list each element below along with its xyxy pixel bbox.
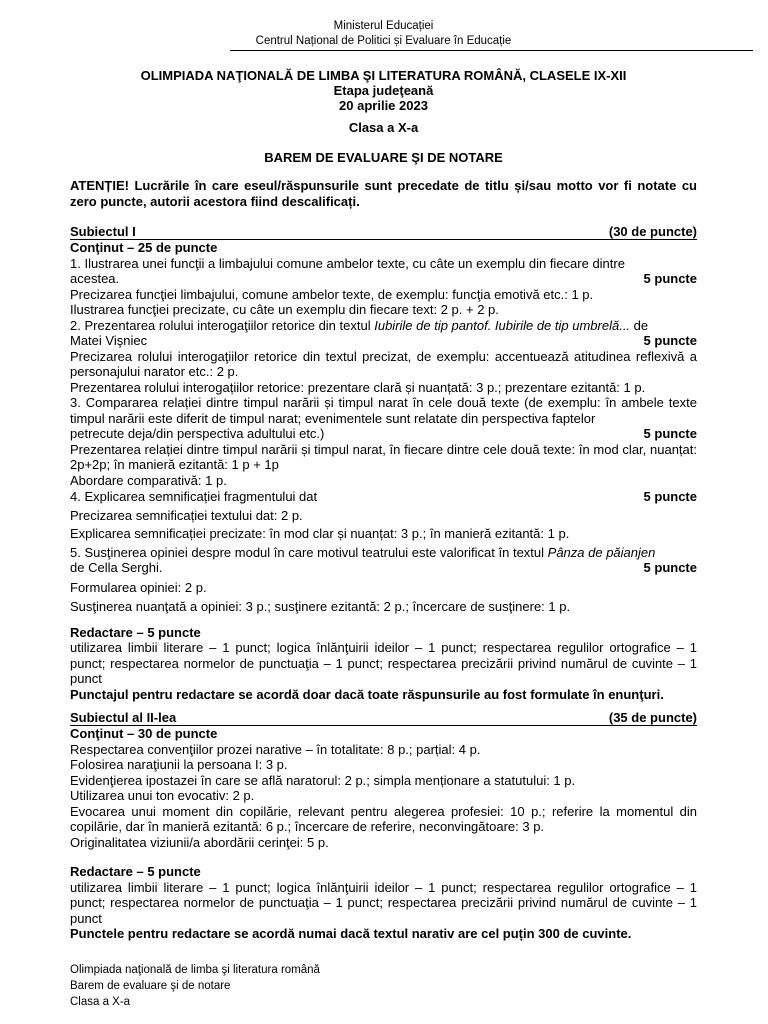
- item-1-criterion-2: Ilustrarea funcţiei precizate, cu câte un exemplu din fiecare text: 2 p. + 2 p.: [70, 302, 499, 317]
- subject-2-criterion-6: Originalitatea viziunii/a abordării cerinţei: 5 p.: [70, 834, 329, 850]
- subject-2-heading: [70, 710, 697, 726]
- item-4-points: 5 puncte: [643, 489, 697, 504]
- stage-title: Etapa judeţeană: [333, 83, 434, 98]
- item-2-text: 2. Prezentarea rolului interogaţiilor retorice din textul: [70, 317, 371, 333]
- olympiad-title: OLIMPIADA NAŢIONALĂ DE LIMBA ŞI LITERATURA ROMÂNĂ, CLASELE IX-XII: [140, 68, 627, 83]
- subject-1-redactare-note: Punctajul pentru redactare se acordă doar dacă toate răspunsurile au fost formulate în enunţuri.: [70, 686, 664, 702]
- item-4-criterion-1: Precizarea semnificației textului dat: 2 p.: [70, 507, 303, 523]
- item-5-author: de Cella Serghi.: [70, 560, 163, 575]
- subject-1-title: Subiectul I: [70, 224, 136, 239]
- subject-2-content-title: Conţinut – 30 de puncte: [70, 726, 218, 741]
- barem-title: BAREM DE EVALUARE ŞI DE NOTARE: [264, 150, 503, 165]
- footer-barem: Barem de evaluare şi de notare: [70, 980, 231, 992]
- subject-2-points: (35 de puncte): [608, 710, 697, 725]
- item-5-criterion-2: Susţinerea nuanţată a opiniei: 3 p.; susţinere ezitantă: 2 p.; încercare de susţinere: 1 p.: [70, 599, 571, 614]
- item-2-author: Matei Vişniec: [70, 333, 148, 348]
- subject-2-redactare-title: Redactare – 5 puncte: [70, 864, 201, 879]
- item-4-text: 4. Explicarea semnificației fragmentului dat: [70, 489, 318, 504]
- class-title: Clasa a X-a: [348, 120, 419, 135]
- item-1-line-b: [70, 271, 697, 287]
- item-3-text-end: petrecute deja/din perspectiva adultului etc.): [70, 426, 325, 441]
- subject-2-criterion-1: Respectarea convenţiilor prozei narative – în totalitate: 8 p.; parțial: 4 p.: [70, 741, 481, 757]
- item-2-line-a: [70, 318, 697, 334]
- subject-1-redactare-title: Redactare – 5 puncte: [70, 624, 201, 640]
- attention-note: ATENȚIE! Lucrările în care eseul/răspunsurile sunt precedate de titlu și/sau motto vor fi notate cu zero puncte, autorii acestora fiind descalificați.: [70, 178, 697, 209]
- item-3-points: 5 puncte: [643, 426, 697, 441]
- item-5-work-title: Pânza de păianjen: [547, 544, 656, 560]
- subject-2-title: Subiectul al II-lea: [70, 710, 177, 725]
- item-2-de: de: [633, 317, 649, 333]
- item-1-points: 5 puncte: [643, 271, 697, 286]
- subject-1-heading: [70, 224, 697, 240]
- item-2-line-b: [70, 333, 697, 349]
- item-1-criterion-1: Precizarea funcţiei limbajului, comune ambelor texte, de exemplu: funcţia emotivă etc.: 1 p.: [70, 286, 594, 302]
- item-5-line-b: [70, 560, 697, 576]
- subject-2-criterion-5: Evocarea unui moment din copilărie, relevant pentru alegerea profesiei: 10 p.; referire la momentul din copilărie, dar în manieră ezitantă: 6 p.; încercare de referire, neconvingătoare: 3 p.: [70, 803, 697, 834]
- center-header: Centrul Național de Politici și Evaluare în Educație: [255, 35, 512, 47]
- item-3-criterion-2: Abordare comparativă: 1 p.: [70, 472, 227, 488]
- item-1-line-a: 1. Ilustrarea unei funcţii a limbajului comune ambelor texte, cu câte un exemplu din fiecare dintre: [70, 255, 625, 271]
- item-2-criterion-1: Precizarea rolului interogaţiilor retorice din textul precizat, de exemplu: accentuează atitudinea reflexivă a personajului narator etc.: 2 p.: [70, 348, 697, 379]
- page-footer: [70, 962, 320, 1010]
- item-2-criterion-2: Prezentarea rolului interogațiilor retorice: prezentare clară și nuanțată: 3 p.; prezentare ezitantă: 1 p.: [70, 379, 646, 395]
- item-3-criterion-1: Prezentarea relației dintre timpul narării și timpul narat, în fiecare dintre cele două texte: în mod clar, nuanțat: 2p+2p; în manieră ezitantă: 1 p + 1p: [70, 441, 697, 472]
- footer-class: Clasa a X-a: [70, 996, 131, 1008]
- subject-2-redactare-note: Punctele pentru redactare se acordă numai dacă textul narativ are cel puțin 300 de cuvinte.: [70, 926, 632, 941]
- item-4-criterion-2: Explicarea semnificației precizate: în mod clar și nuanțat: 3 p.; în manieră ezitantă: 1 p.: [70, 526, 570, 541]
- subject-2-criterion-2: Folosirea naraţiunii la persoana I: 3 p.: [70, 757, 288, 772]
- item-3-line-a: 3. Compararea relației dintre timpul narării și timpul narat în cele două texte (de exemplu: în ambele texte timpul narării este diferit de timpul narat; evenimentele sunt relatate din perspectiva faptelor: [70, 395, 697, 426]
- item-3-line-b: [70, 426, 697, 442]
- item-5-text: 5. Susţinerea opiniei despre modul în care motivul teatrului este valorificat în textul: [70, 544, 545, 560]
- footer-olympiad: Olimpiada naţională de limba şi literatura română: [70, 964, 320, 976]
- subject-1-points: (30 de puncte): [608, 224, 697, 239]
- subject-1-content-title: Conţinut – 25 de puncte: [70, 240, 218, 255]
- subject-2-criterion-4: Utilizarea unui ton evocativ: 2 p.: [70, 788, 255, 803]
- item-5-line-a: [70, 545, 697, 561]
- item-2-points: 5 puncte: [643, 333, 697, 348]
- item-5-criterion-1: Formularea opiniei: 2 p.: [70, 579, 207, 595]
- ministry-header: Ministerul Educației: [333, 20, 434, 32]
- item-2-work-title: Iubirile de tip pantof. Iubirile de tip umbrelă...: [374, 317, 631, 333]
- item-1-text-end: acestea.: [70, 271, 120, 286]
- item-4-line: [70, 489, 697, 505]
- date-title: 20 aprilie 2023: [339, 98, 428, 113]
- item-5-points: 5 puncte: [643, 560, 697, 575]
- subject-2-redactare-text: utilizarea limbii literare – 1 punct; logica înlănţuirii ideilor – 1 punct; respectarea regulilor ortografice – 1 punct; respectarea normelor de punctuaţia – 1 punct; respectarea precizării privind numărul de cuvinte – 1 punct: [70, 879, 697, 926]
- subject-1-redactare-text: utilizarea limbii literare – 1 punct; logica înlănţuirii ideilor – 1 punct; respectarea regulilor ortografice – 1 punct; respectarea normelor de punctuaţia – 1 punct; respectarea precizării privind numărul de cuvinte – 1 punct: [70, 640, 697, 686]
- document-page: [70, 0, 697, 942]
- subject-2-criterion-3: Evidenţierea ipostazei în care se află naratorul: 2 p.; simpla menționare a statutului: 1 p.: [70, 772, 576, 788]
